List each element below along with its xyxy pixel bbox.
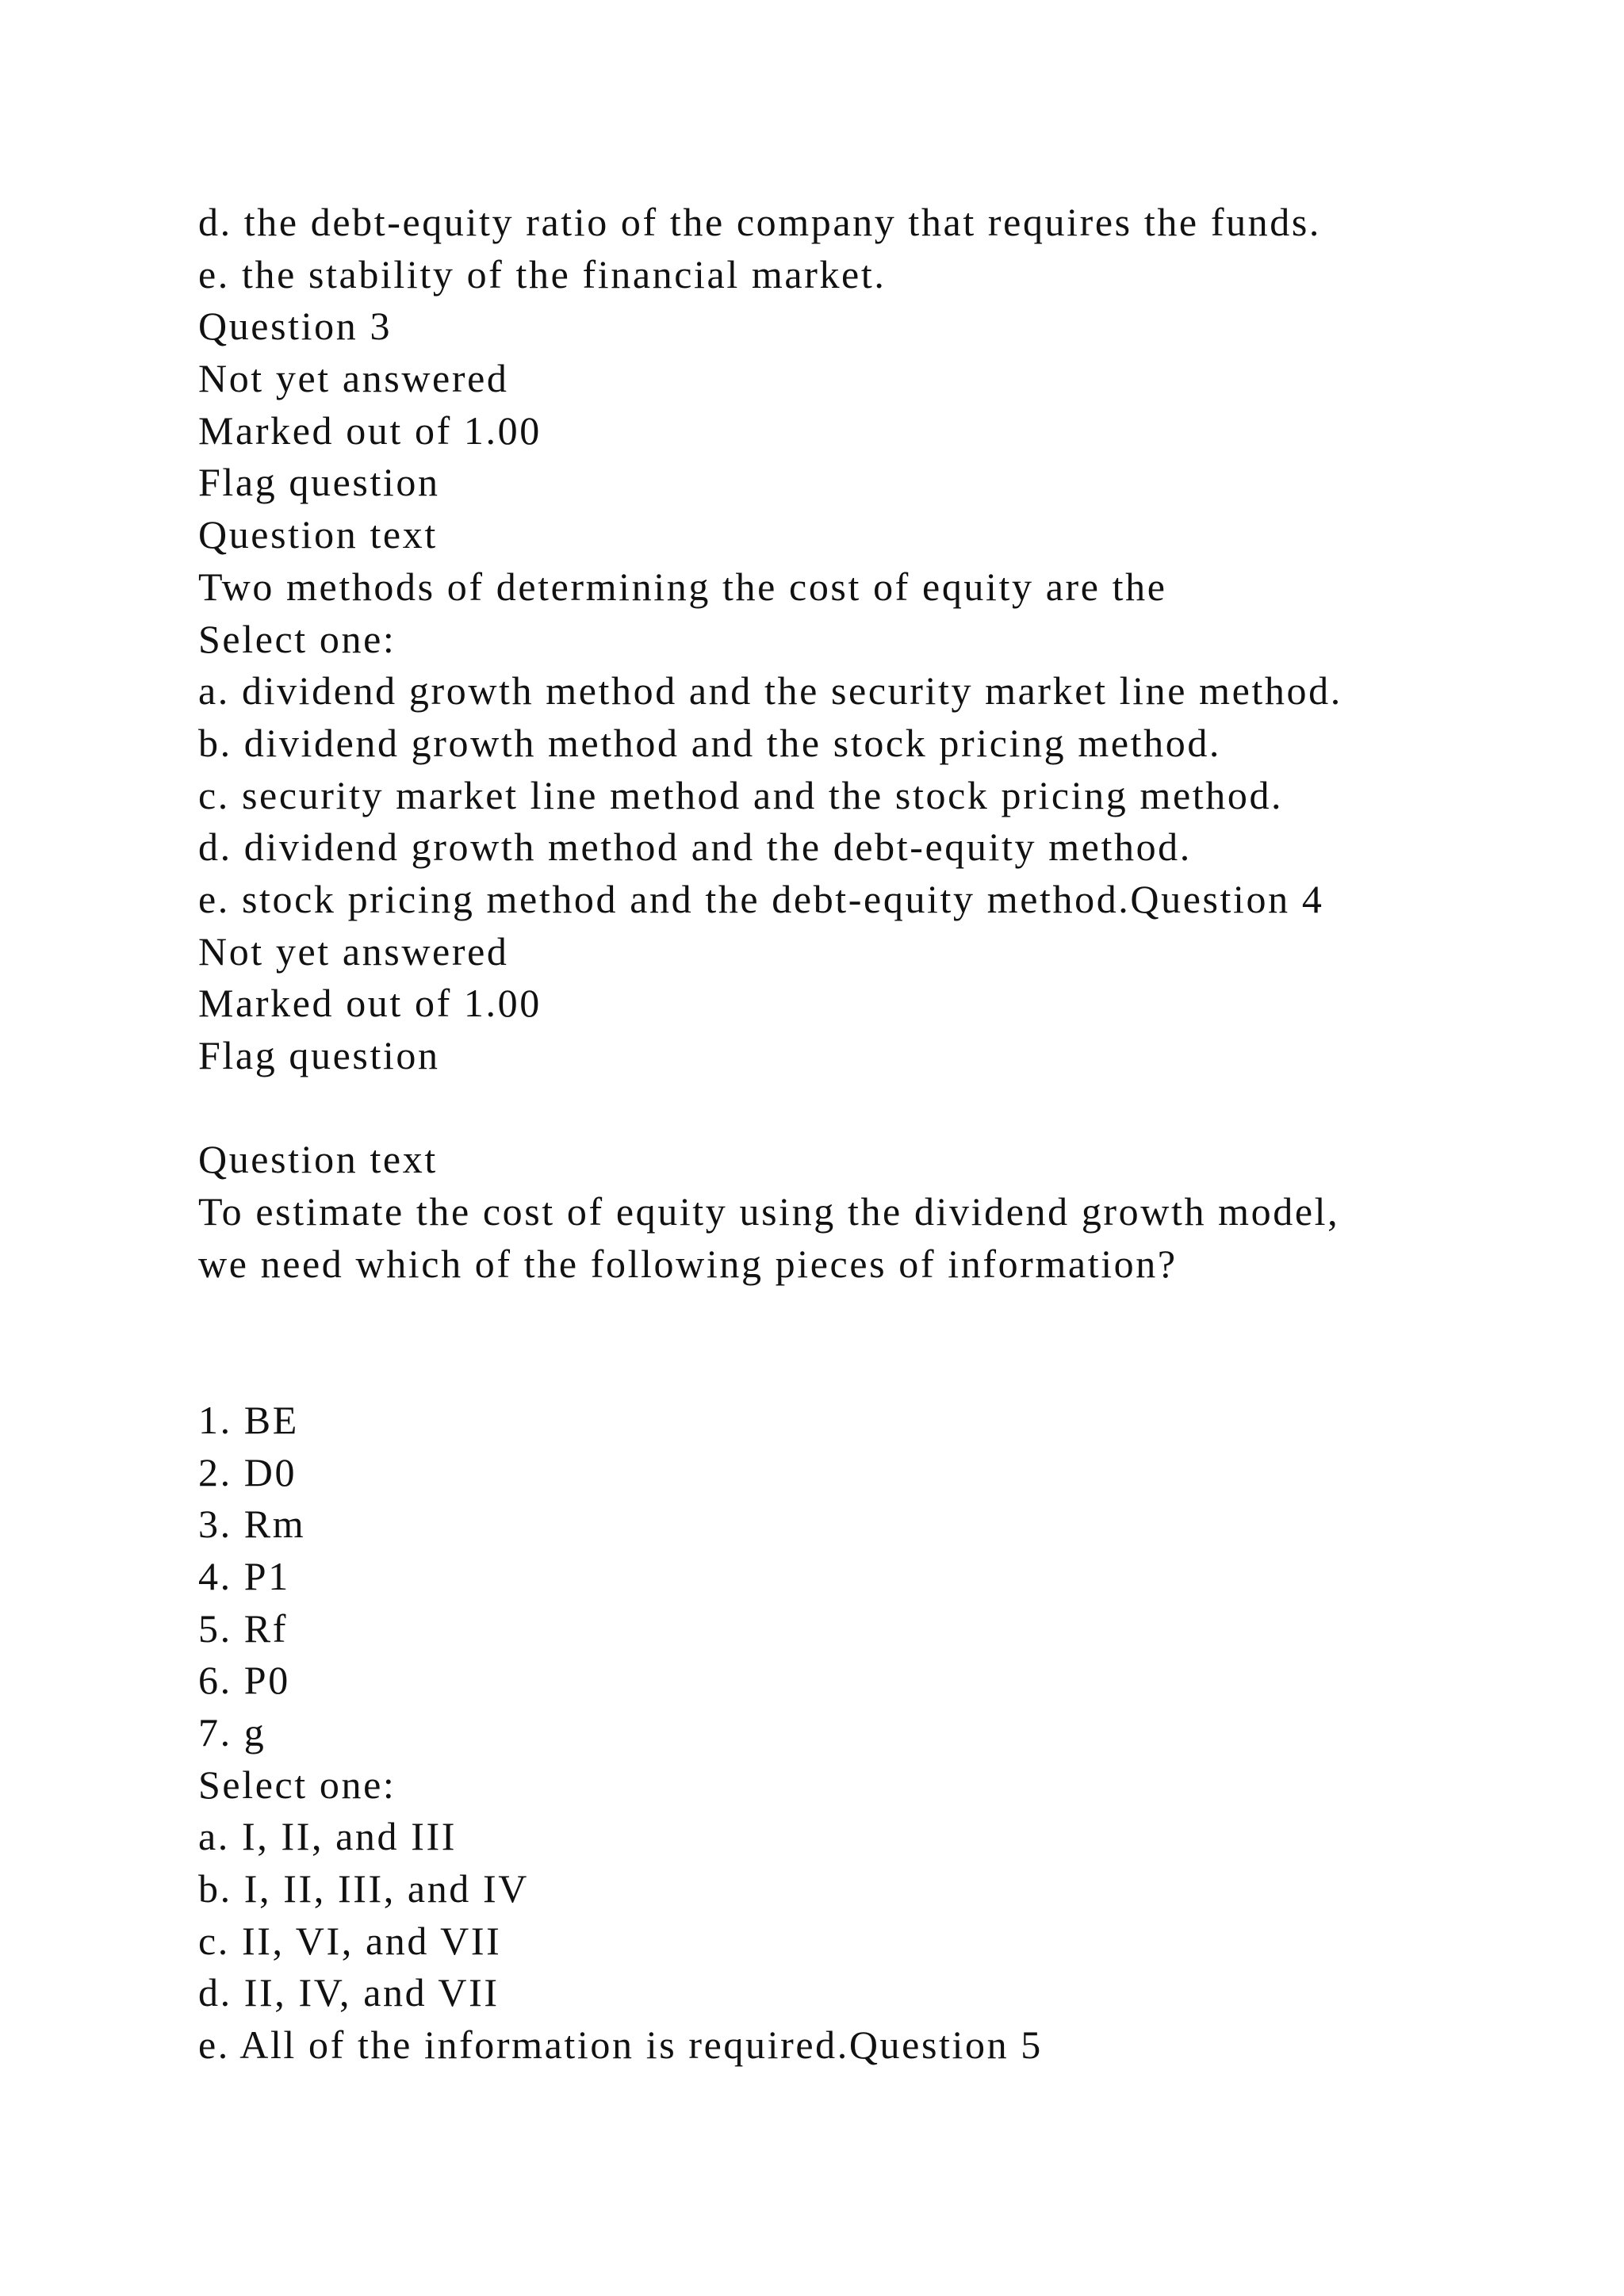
- q4-flag: Flag question: [198, 1033, 440, 1077]
- q4-item-7: 7. g: [198, 1709, 266, 1755]
- q4-option-b: b. I, II, III, and IV: [198, 1866, 529, 1911]
- q3-text-label: Question text: [198, 512, 438, 557]
- q4-marks: Marked out of 1.00: [198, 981, 542, 1026]
- q2-option-e: e. the stability of the financial market.: [198, 251, 887, 297]
- q4-item-4: 4. P1: [198, 1553, 290, 1598]
- q3-option-e: e. stock pricing method and the debt-equity method.Question 4: [198, 876, 1324, 921]
- q3-status: Not yet answered: [198, 356, 509, 401]
- q2-option-d: d. the debt-equity ratio of the company that requires the funds.: [198, 200, 1322, 244]
- q4-select-one: Select one:: [198, 1762, 396, 1807]
- q4-text-label: Question text: [198, 1137, 438, 1182]
- q3-select-one: Select one:: [198, 616, 396, 661]
- blank-line: [198, 1082, 1546, 1135]
- q3-option-b: b. dividend growth method and the stock pricing method.: [198, 720, 1222, 765]
- q4-prompt-line-2: we need which of the following pieces of information?: [198, 1241, 1178, 1286]
- q3-option-c: c. security market line method and the stock pricing method.: [198, 772, 1284, 817]
- q4-option-a: a. I, II, and III: [198, 1814, 457, 1859]
- q4-item-1: 1. BE: [198, 1397, 299, 1442]
- q4-item-5: 5. Rf: [198, 1605, 288, 1651]
- q4-option-e: e. All of the information is required.Question 5: [198, 2022, 1043, 2068]
- q3-flag: Flag question: [198, 460, 440, 505]
- q4-item-2: 2. D0: [198, 1449, 297, 1494]
- q4-option-c: c. II, VI, and VII: [198, 1918, 502, 1963]
- q4-prompt-line-1: To estimate the cost of equity using the dividend growth model,: [198, 1189, 1340, 1234]
- q3-prompt: Two methods of determining the cost of equity are the: [198, 564, 1167, 609]
- q3-marks: Marked out of 1.00: [198, 408, 542, 453]
- q4-status: Not yet answered: [198, 928, 509, 974]
- q3-option-d: d. dividend growth method and the debt-equity method.: [198, 825, 1192, 870]
- document-text: [198, 197, 1546, 2072]
- q4-option-d: d. II, IV, and VII: [198, 1970, 500, 2015]
- q3-heading: Question 3: [198, 304, 393, 349]
- q4-item-6: 6. P0: [198, 1658, 290, 1703]
- blank-lines: [198, 1290, 1546, 1394]
- q4-item-3: 3. Rm: [198, 1502, 306, 1547]
- q3-option-a: a. dividend growth method and the security market line method.: [198, 668, 1342, 714]
